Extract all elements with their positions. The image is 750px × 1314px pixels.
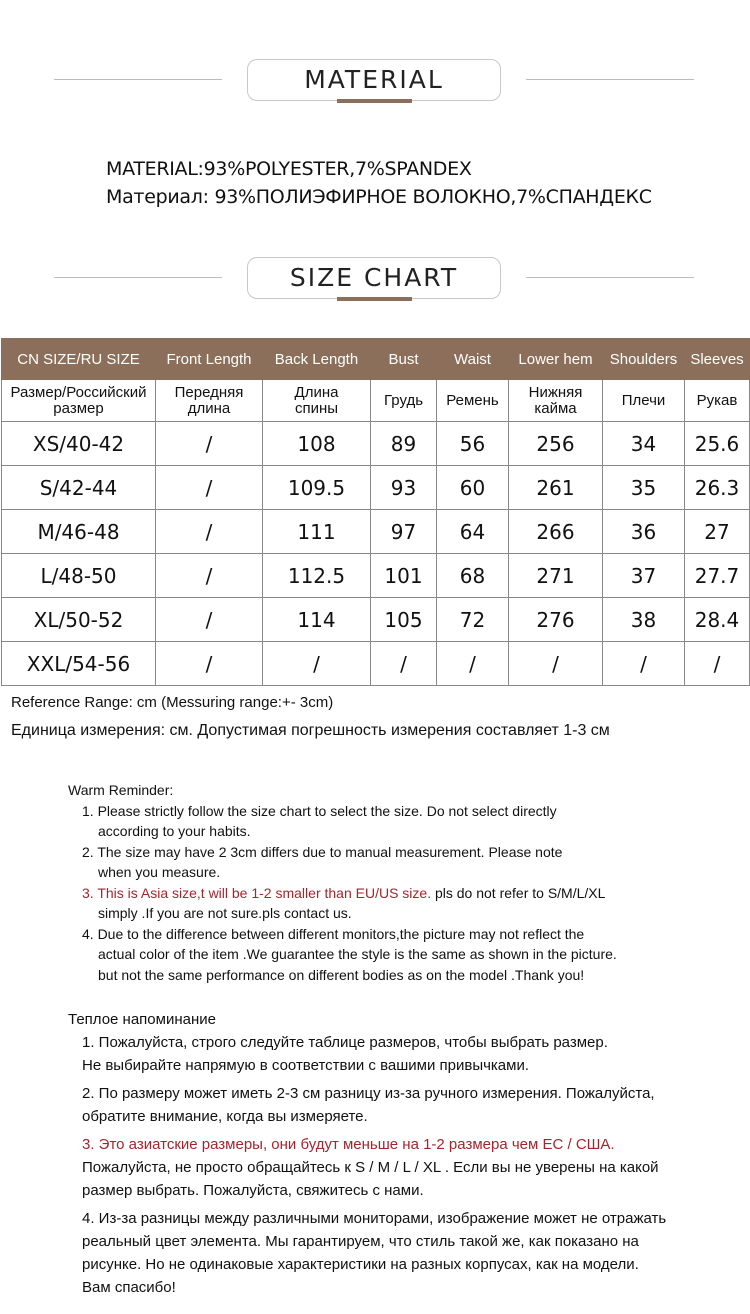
reminder-item [68,883,738,924]
reminder-line: реальный цвет элемента. Мы гарантируем, что стиль такой же, как показано на [82,1233,639,1250]
reminder-line: when you measure. [98,864,221,880]
measure-cell: 56 [437,422,509,466]
measure-cell: 35 [603,466,685,510]
table-row [2,554,750,598]
measure-cell: / [156,554,263,598]
measure-cell: 28.4 [685,598,750,642]
measure-cell: / [156,510,263,554]
measure-cell: 111 [263,510,371,554]
measure-cell: 105 [371,598,437,642]
column-header: Front Length [156,339,263,380]
table-row [2,466,750,510]
reminder-line: 1. Please strictly follow the size chart to select the size. Do not select directly [82,802,557,819]
material-ru [106,186,652,208]
measure-cell: 27.7 [685,554,750,598]
column-header-ru: Передняя длина [156,380,263,422]
measure-cell: / [263,642,371,686]
title-underline [337,99,412,103]
measure-cell: 93 [371,466,437,510]
column-header-ru: Плечи [603,380,685,422]
reminder-line: обратите внимание, когда вы измеряете. [82,1108,368,1125]
divider-left [54,79,222,80]
reminder-line: Вам спасибо! [82,1279,176,1296]
reminder-line: 1. Пожалуйста, строго следуйте таблице размеров, чтобы выбрать размер. [82,1034,608,1051]
size-chart-section-title: SIZE CHART [247,257,501,299]
material-en [106,158,472,180]
measure-cell: 64 [437,510,509,554]
reference-range-en: Reference Range: cm (Messuring range:+- 3cm) [11,694,334,711]
reminder-line: but not the same performance on different bodies as on the model .Thank you! [98,966,585,983]
measure-cell: 97 [371,510,437,554]
reminder-line: actual color of the item .We guarantee the style is the same as shown in the picture. [98,946,617,962]
measure-cell: / [156,642,263,686]
reminder-line [68,883,738,904]
measure-cell: 271 [509,554,603,598]
table-row [2,422,750,466]
measure-cell: 89 [371,422,437,466]
reminder-line: 2. The size may have 2 3cm differs due to manual measurement. Please note [82,843,563,860]
divider-right [526,79,694,80]
column-header-ru: Размер/Российский размер [2,380,156,422]
reminder-line: according to your habits. [98,823,251,839]
measure-cell: 36 [603,510,685,554]
reminder-line: рисунке. Но не одинаковые характеристики на разных корпусах, как на модели. [82,1256,639,1273]
reminder-text: pls do not refer to S/M/L/XL [431,884,606,901]
table-row [2,642,750,686]
column-header-ru: Рукав [685,380,750,422]
measure-cell: / [437,642,509,686]
column-header: Back Length [263,339,371,380]
measure-cell: / [156,598,263,642]
reminder-item [68,1207,748,1299]
reminder-item [68,1082,748,1128]
header-row-ru [2,380,750,422]
column-header: Waist [437,339,509,380]
warm-reminder-ru [68,1008,748,1304]
measure-cell: 114 [263,598,371,642]
column-header: CN SIZE/RU SIZE [2,339,156,380]
material-ru-value: 93%ПОЛИЭФИРНОЕ ВОЛОКНО,7%СПАНДЕКС [214,186,652,208]
measure-cell: 108 [263,422,371,466]
measure-cell: 276 [509,598,603,642]
size-cell: L/48-50 [2,554,156,598]
measure-cell: 34 [603,422,685,466]
column-header-ru: Грудь [371,380,437,422]
size-chart-table [1,338,750,686]
reminder-line: Не выбирайте напрямую в соответствии с вашими привычками. [82,1057,530,1074]
reminder-item [68,801,738,842]
reminder-item [68,924,738,986]
reminder-title: Теплое напоминание [68,1011,216,1028]
measure-cell: 266 [509,510,603,554]
measure-cell: 109.5 [263,466,371,510]
measure-cell: 72 [437,598,509,642]
reminder-line: 4. Из-за разницы между различными мониторами, изображение может не отражать [82,1210,667,1227]
divider-left [54,277,222,278]
measure-cell: / [371,642,437,686]
size-cell: XS/40-42 [2,422,156,466]
divider-right [526,277,694,278]
title-underline [337,297,412,301]
warm-reminder-en [68,780,738,985]
measure-cell: 27 [685,510,750,554]
size-cell: M/46-48 [2,510,156,554]
measure-cell: 261 [509,466,603,510]
reminder-line: 4. Due to the difference between different monitors,the picture may not reflect the [82,925,585,942]
table-row [2,598,750,642]
measure-cell: 38 [603,598,685,642]
reminder-line: размер выбрать. Пожалуйста, свяжитесь с нами. [82,1182,424,1199]
reminder-line: Пожалуйста, не просто обращайтесь к S / M / L / XL . Если вы не уверены на какой [82,1159,659,1176]
column-header-ru: Ремень [437,380,509,422]
material-ru-label: Материал: [106,186,209,208]
measure-cell: 25.6 [685,422,750,466]
material-section-title: MATERIAL [247,59,501,101]
measure-cell: / [156,422,263,466]
column-header-ru: Нижняя кайма [509,380,603,422]
reminder-warning: 3. Это азиатские размеры, они будут меньше на 1-2 размера чем ЕС / США. [82,1136,615,1153]
table-row [2,510,750,554]
reminder-warning: 3. This is Asia size,t will be 1-2 smaller than EU/US size. [82,884,432,901]
column-header: Sleeves [685,339,750,380]
measure-cell: 112.5 [263,554,371,598]
measure-cell: / [603,642,685,686]
column-header: Shoulders [603,339,685,380]
header-row-en [2,339,750,380]
measure-cell: 37 [603,554,685,598]
reminder-item [68,1031,748,1077]
measure-cell: / [685,642,750,686]
reminder-line: 2. По размеру может иметь 2-3 см разницу из-за ручного измерения. Пожалуйста, [82,1085,655,1102]
size-cell: S/42-44 [2,466,156,510]
material-en-label: MATERIAL: [106,158,204,180]
reminder-item [68,1133,748,1202]
measure-cell: 256 [509,422,603,466]
measure-cell: 101 [371,554,437,598]
measure-cell: / [156,466,263,510]
column-header: Bust [371,339,437,380]
column-header-ru: Длина спины [263,380,371,422]
measure-cell: / [509,642,603,686]
measure-cell: 26.3 [685,466,750,510]
reminder-title: Warm Reminder: [68,782,174,798]
measure-cell: 60 [437,466,509,510]
reference-range-ru: Единица измерения: см. Допустимая погрешность измерения составляет 1-3 см [11,722,610,739]
reminder-line: simply .If you are not sure.pls contact us. [98,905,352,921]
measure-cell: 68 [437,554,509,598]
material-en-value: 93%POLYESTER,7%SPANDEX [203,158,472,180]
reminder-item [68,842,738,883]
size-cell: XXL/54-56 [2,642,156,686]
size-cell: XL/50-52 [2,598,156,642]
column-header: Lower hem [509,339,603,380]
